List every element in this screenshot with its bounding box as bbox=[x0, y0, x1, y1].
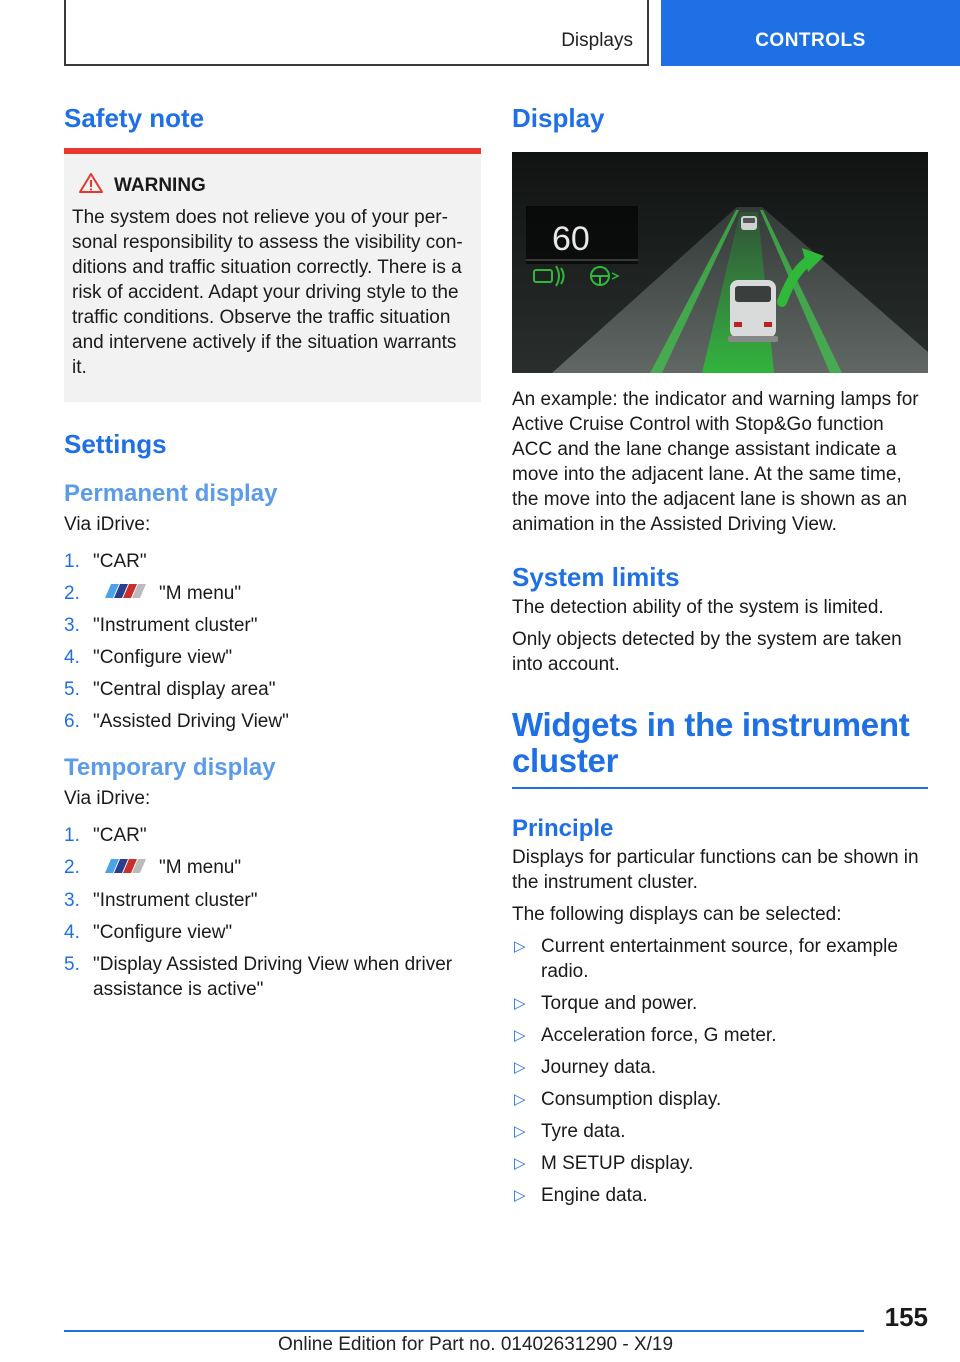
list-item bbox=[64, 549, 481, 574]
footer-edition-text: Online Edition for Part no. 01402631290 - X/19 bbox=[278, 1334, 674, 1355]
list-item bbox=[512, 1055, 928, 1080]
step-number: 2. bbox=[64, 583, 80, 604]
widgets-heading bbox=[512, 707, 928, 779]
list-item bbox=[512, 934, 928, 984]
page-number: 155 bbox=[884, 1302, 928, 1332]
header-chapter-tab bbox=[64, 0, 649, 66]
widgets-heading-line1: Widgets in the instrument bbox=[512, 706, 910, 743]
list-item bbox=[64, 823, 481, 848]
m-logo-icon bbox=[101, 856, 147, 881]
permanent-display-steps bbox=[64, 549, 481, 734]
list-item bbox=[64, 581, 481, 606]
temporary-display-steps bbox=[64, 823, 481, 1001]
temporary-display-heading: Temporary display bbox=[64, 754, 276, 782]
list-item bbox=[512, 1151, 928, 1176]
list-item-text: Journey data. bbox=[541, 1057, 657, 1078]
header-chapter-label: Displays bbox=[561, 30, 633, 51]
list-item bbox=[64, 855, 481, 880]
step-number: 5. bbox=[64, 953, 80, 975]
own-car-icon bbox=[728, 280, 778, 342]
list-item-text: Consumption display. bbox=[541, 1089, 722, 1110]
step-text: "Assisted Driving View" bbox=[93, 711, 289, 733]
system-limits-text-2: Only objects detected by the system are taken into account. bbox=[512, 629, 902, 675]
permanent-display-intro: Via iDrive: bbox=[64, 514, 151, 535]
list-item bbox=[512, 1087, 928, 1112]
assisted-driving-view-image bbox=[512, 152, 928, 373]
heading-rule bbox=[512, 787, 928, 789]
list-item bbox=[64, 888, 481, 913]
temporary-display-intro: Via iDrive: bbox=[64, 788, 151, 810]
triangle-bullet-icon: ▷ bbox=[514, 1155, 526, 1172]
triangle-bullet-icon: ▷ bbox=[514, 995, 526, 1012]
system-limits-heading: System limits bbox=[512, 562, 680, 592]
list-item-text: M SETUP display. bbox=[541, 1153, 694, 1174]
warning-box bbox=[64, 148, 481, 402]
list-item bbox=[512, 1119, 928, 1144]
car-ahead-icon bbox=[741, 216, 757, 230]
list-item bbox=[64, 677, 481, 702]
step-number: 4. bbox=[64, 921, 80, 943]
header-section-label: CONTROLS bbox=[755, 30, 866, 51]
warning-header bbox=[78, 172, 473, 199]
triangle-bullet-icon: ▷ bbox=[514, 1059, 526, 1076]
triangle-bullet-icon: ▷ bbox=[514, 1027, 526, 1044]
step-number: 2. bbox=[64, 857, 80, 879]
list-item-text: Tyre data. bbox=[541, 1121, 626, 1142]
step-text: "CAR" bbox=[93, 825, 147, 847]
safety-note-heading: Safety note bbox=[64, 103, 205, 133]
step-number: 4. bbox=[64, 647, 80, 669]
list-item bbox=[64, 952, 481, 1002]
step-number: 1. bbox=[64, 551, 80, 572]
step-text: "Central display area" bbox=[93, 679, 276, 701]
list-item bbox=[512, 991, 928, 1016]
step-text: "Configure view" bbox=[93, 647, 233, 669]
list-item-text: Current entertainment source, for example radio. bbox=[541, 936, 898, 982]
display-heading: Display bbox=[512, 103, 605, 133]
step-text: "Instrument cluster" bbox=[93, 889, 258, 911]
triangle-bullet-icon: ▷ bbox=[514, 1091, 526, 1108]
speed-readout: 60 bbox=[552, 220, 590, 258]
settings-heading: Settings bbox=[64, 429, 167, 459]
principle-heading: Principle bbox=[512, 815, 614, 842]
footer-rule bbox=[64, 1330, 864, 1332]
step-text: "M menu" bbox=[159, 583, 242, 604]
list-item bbox=[64, 920, 481, 945]
m-logo-icon bbox=[101, 581, 147, 606]
system-limits-text-1: The detection ability of the system is limited. bbox=[512, 597, 884, 618]
warning-label: WARNING bbox=[114, 174, 206, 196]
principle-text-1: Displays for particular functions can be shown in the instrument cluster. bbox=[512, 847, 919, 893]
step-number: 1. bbox=[64, 825, 80, 847]
triangle-bullet-icon: ▷ bbox=[514, 1123, 526, 1140]
step-number: 5. bbox=[64, 679, 80, 701]
list-item-text: Engine data. bbox=[541, 1185, 648, 1206]
warning-text: The system does not relieve you of your per-sonal responsibility to assess the visibility con-ditions and traffic situation correctly. There is a risk of accident. Adapt your driving style to the traffic conditions. Observe the traffic situation and intervene actively if the situation warrants it. bbox=[72, 207, 463, 378]
list-item bbox=[512, 1023, 928, 1048]
list-item bbox=[64, 645, 481, 670]
list-item bbox=[512, 1183, 928, 1208]
triangle-bullet-icon: ▷ bbox=[514, 938, 526, 955]
widgets-heading-line2: cluster bbox=[512, 742, 619, 779]
list-item-text: Torque and power. bbox=[541, 993, 698, 1014]
list-item-text: Acceleration force, G meter. bbox=[541, 1025, 777, 1046]
permanent-display-heading: Permanent display bbox=[64, 480, 278, 507]
list-item bbox=[64, 613, 481, 638]
step-number: 6. bbox=[64, 711, 80, 733]
step-text: "Configure view" bbox=[93, 921, 233, 943]
step-number: 3. bbox=[64, 615, 80, 637]
step-text: "Instrument cluster" bbox=[93, 615, 258, 637]
principle-text-2: The following displays can be selected: bbox=[512, 904, 842, 925]
step-text: "M menu" bbox=[159, 857, 242, 879]
step-text: "Display Assisted Driving View when driver assistance is active" bbox=[93, 953, 453, 1000]
step-number: 3. bbox=[64, 889, 80, 911]
header-section-tab bbox=[661, 0, 960, 66]
right-column bbox=[512, 100, 928, 1215]
left-column bbox=[64, 100, 481, 1009]
widgets-list bbox=[512, 934, 928, 1208]
list-item bbox=[64, 709, 481, 734]
triangle-bullet-icon: ▷ bbox=[514, 1187, 526, 1204]
warning-triangle-icon bbox=[78, 172, 104, 199]
step-text: "CAR" bbox=[93, 551, 147, 572]
display-caption: An example: the indicator and warning lamps for Active Cruise Control with Stop&Go function ACC and the lane change assistant indicate a move into the adjacent lane. At the same time, the move into the adjacent lane is shown as an animation in the Assisted Driving View. bbox=[512, 389, 919, 535]
